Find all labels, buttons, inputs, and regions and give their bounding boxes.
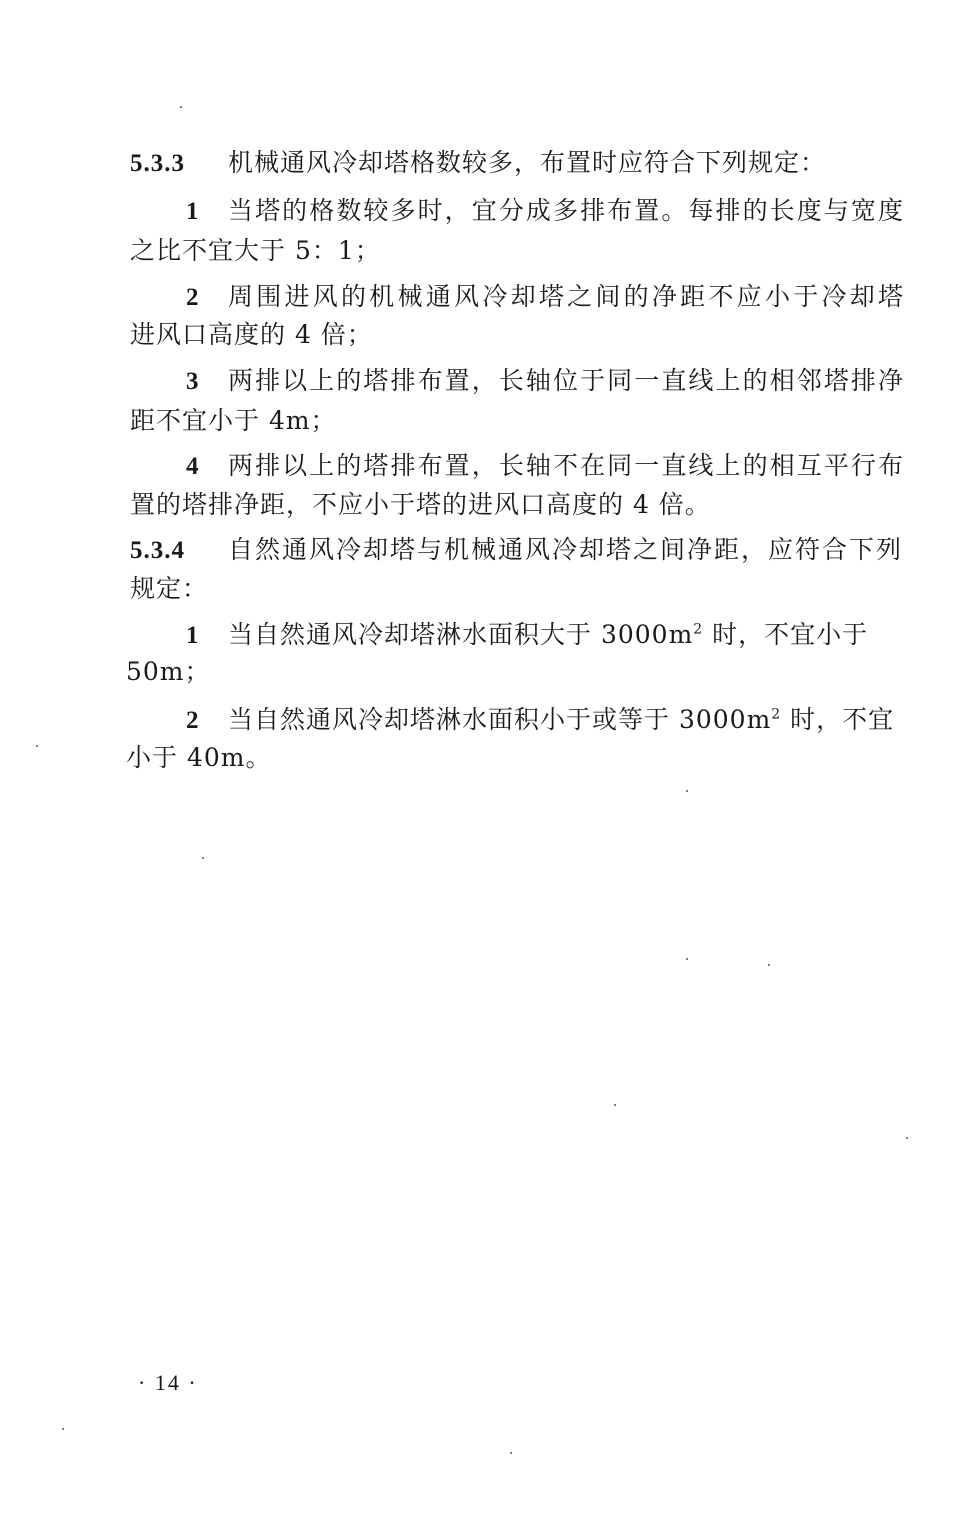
clause-text: 当塔的格数较多时，宜分成多排布置。每排的长度与宽度 [228, 196, 904, 225]
clause-1-line-1 [186, 194, 904, 229]
section-5-3-3-heading [130, 146, 826, 181]
scan-speck [614, 1104, 616, 1106]
clause-2-line-2 [130, 318, 373, 352]
clause-number: 2 [186, 707, 200, 734]
clause-text: 50m； [126, 657, 211, 686]
clause-text: 置的塔排净距，不应小于塔的进风口高度的 4 倍。 [130, 490, 711, 519]
scan-speck [62, 1428, 64, 1430]
superscript: 2 [771, 706, 782, 723]
scan-speck [686, 958, 688, 960]
page-number: · 14 · [138, 1370, 198, 1395]
scan-speck [510, 1452, 512, 1454]
clause-5-3-4-2-line-2 [126, 741, 271, 775]
scan-speck [686, 790, 688, 792]
clause-text: 当自然通风冷却塔淋水面积小于或等于 3000m [228, 705, 772, 734]
clause-text: 两排以上的塔排布置，长轴位于同一直线上的相邻塔排净 [228, 366, 904, 395]
clause-number: 1 [186, 198, 200, 225]
clause-1-line-2 [130, 234, 381, 268]
clause-text: 小于 40m。 [126, 743, 272, 772]
scan-speck [768, 964, 770, 966]
clause-5-3-4-1-line-2 [126, 655, 211, 689]
clause-text: 当自然通风冷却塔淋水面积大于 3000m [228, 620, 694, 649]
clause-3-line-1 [186, 364, 904, 399]
clause-text: 距不宜小于 4m； [130, 406, 337, 435]
scan-speck [180, 106, 182, 108]
clause-3-line-2 [130, 404, 337, 438]
scan-speck [202, 857, 204, 859]
scan-speck [36, 745, 38, 747]
scan-speck [906, 1137, 908, 1139]
superscript: 2 [693, 621, 704, 638]
section-5-3-4-heading [130, 533, 902, 568]
clause-text: 两排以上的塔排布置，长轴不在同一直线上的相互平行布 [228, 451, 904, 480]
clause-5-3-4-2-line-1 [186, 703, 894, 738]
clause-4-line-1 [186, 449, 904, 484]
section-number: 5.3.4 [130, 537, 185, 564]
clause-text: 时，不宜 [781, 705, 895, 734]
section-heading-text: 机械通风冷却塔格数较多，布置时应符合下列规定： [228, 148, 827, 177]
section-heading-text: 自然通风冷却塔与机械通风冷却塔之间净距，应符合下列 [228, 535, 902, 564]
clause-text: 周围进风的机械通风冷却塔之间的净距不应小于冷却塔 [228, 282, 904, 311]
clause-5-3-4-1-line-1 [186, 618, 868, 653]
section-number: 5.3.3 [130, 150, 185, 177]
section-5-3-4-heading-line-2 [130, 572, 208, 606]
clause-text: 进风口高度的 4 倍； [130, 320, 373, 349]
clause-number: 2 [186, 284, 200, 311]
clause-number: 3 [186, 368, 200, 395]
clause-number: 4 [186, 453, 200, 480]
clause-text: 之比不宜大于 5：1； [130, 236, 381, 265]
clause-text: 时，不宜小于 [703, 620, 869, 649]
section-heading-text: 规定： [130, 574, 209, 603]
clause-4-line-2 [130, 488, 711, 522]
clause-2-line-1 [186, 280, 904, 315]
clause-number: 1 [186, 622, 200, 649]
